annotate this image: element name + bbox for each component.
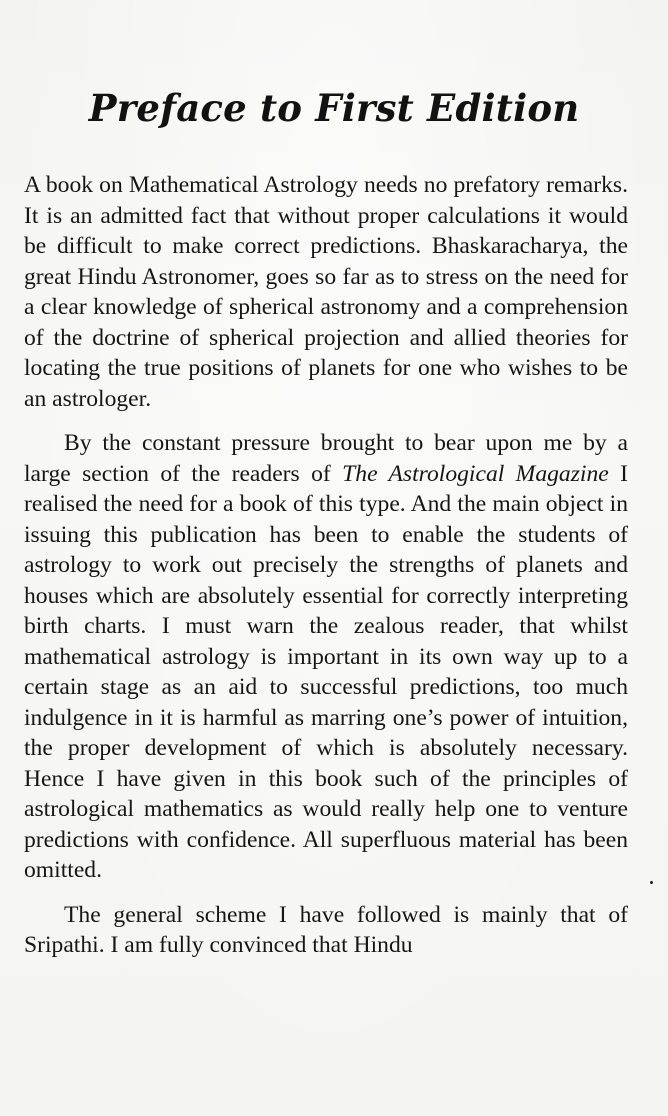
paragraph-2-part-2: I realised the need for a book of this type. And the main object in issuing this publication has been to enable the students of astrology to work out precisely the strengths of planets and houses which are absolutely essential for correctly interpreting birth charts. I must warn the zealous reader, that whilst mathematical astrology is important in its own way up to a certain stage as an aid to successful predictions, too much indulgence in it is harmful as marring one’s power of intuition, the proper development of which is absolutely necessary. Hence I have given in this book such of the principles of astrological mathematics as would really help one to venture predictions with confidence. All superfluous material has been omitted. — [24, 460, 629, 883]
paragraph-3: The general scheme I have followed is mainly that of Sripathi. I am fully convinced that Hindu — [24, 901, 628, 958]
magazine-title: The Astrological Magazine — [342, 460, 609, 487]
paragraph-2-part-1: By the constant pressure brought to bear upon me by a large section of the readers of — [24, 430, 628, 487]
preface-body — [24, 170, 628, 961]
page-title: Preface to First Edition — [88, 86, 580, 130]
paragraph-1: A book on Mathematical Astrology needs no prefatory remarks. It is an admitted fact that without proper calculations it would be difficult to make correct predictions. Bhaskaracharya, the great Hindu Astronomer, goes so far as to stress on the need for a clear knowledge of spherical astronomy and a comprehension of the doctrine of spherical projection and allied theories for locating the true positions of planets for one who wishes to be an astrologer. — [24, 172, 628, 412]
paragraph-2 — [24, 428, 628, 886]
margin-speck — [650, 881, 653, 884]
